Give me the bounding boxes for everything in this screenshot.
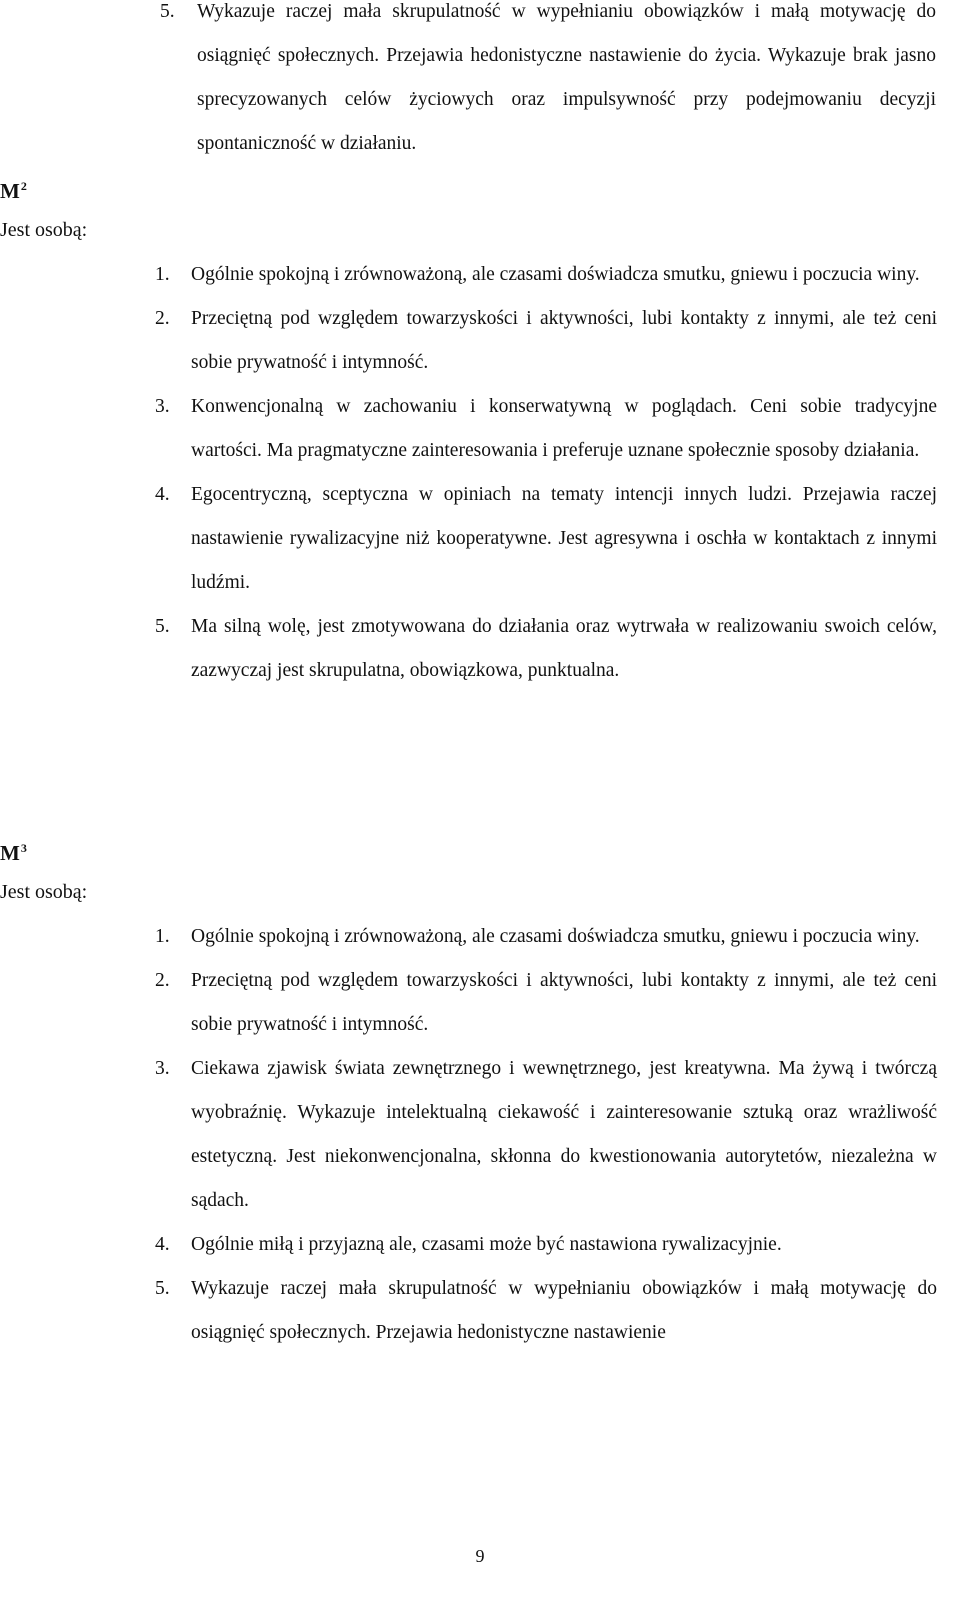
item-text: Przeciętną pod względem towarzyskości i aktywności, lubi kontakty z innymi, ale też ceni sobie prywatność i intymność. xyxy=(191,970,937,1035)
item-number: 4. xyxy=(155,484,170,505)
continuation-item xyxy=(160,0,936,166)
section-heading-m3 xyxy=(0,836,27,865)
item-text: Ogólnie spokojną i zrównoważoną, ale czasami doświadcza smutku, gniewu i poczucia winy. xyxy=(191,926,920,947)
section-heading-m2 xyxy=(0,174,27,203)
list-item xyxy=(155,605,937,693)
page-number: 9 xyxy=(475,1546,485,1566)
trait-list-m2 xyxy=(155,253,937,693)
list-item xyxy=(155,1267,937,1355)
list-item xyxy=(155,297,937,385)
list-item xyxy=(155,1047,937,1223)
list-item xyxy=(155,959,937,1047)
list-item xyxy=(155,253,937,297)
section-subheading: Jest osobą: xyxy=(0,881,88,903)
list-item xyxy=(155,915,937,959)
section-subheading: Jest osobą: xyxy=(0,219,88,241)
item-number: 3. xyxy=(155,1058,170,1079)
item-text: Egocentryczną, sceptyczna w opiniach na tematy intencji innych ludzi. Przejawia raczej nastawienie rywalizacyjne niż kooperatywne. Jest agresywna i oschła w kontaktach z innymi ludźmi. xyxy=(191,484,937,593)
item-text: Ciekawa zjawisk świata zewnętrznego i wewnętrznego, jest kreatywna. Ma żywą i twórczą wyobraźnię. Wykazuje intelektualną ciekawość i zainteresowanie sztuką oraz wrażliwość estetyczną. Jest niekonwencjonalna, skłonna do kwestionowania autorytetów, niezależna w sądach. xyxy=(191,1058,937,1211)
item-text: Ma silną wolę, jest zmotywowana do działania oraz wytrwała w realizowaniu swoich celów, zazwyczaj jest skrupulatna, obowiązkowa, punktualna. xyxy=(191,616,937,681)
list-item xyxy=(155,385,937,473)
section-label: M xyxy=(0,179,20,203)
trait-list-m3 xyxy=(155,915,937,1355)
item-number: 5. xyxy=(160,1,175,22)
item-text: Wykazuje raczej mała skrupulatność w wypełnianiu obowiązków i małą motywację do osiągnięć społecznych. Przejawia hedonistyczne nastawienie do życia. Wykazuje brak jasno sprecyzowanych celów życiowych oraz impulsywność przy podejmowaniu decyzji spontaniczność w działaniu. xyxy=(197,1,936,154)
item-text: Ogólnie miłą i przyjazną ale, czasami może być nastawiona rywalizacyjnie. xyxy=(191,1234,782,1255)
item-number: 4. xyxy=(155,1234,170,1255)
item-text: Wykazuje raczej mała skrupulatność w wypełnianiu obowiązków i małą motywację do osiągnięć społecznych. Przejawia hedonistyczne nastawienie xyxy=(191,1278,937,1343)
section-superscript: 3 xyxy=(20,841,27,855)
item-text: Przeciętną pod względem towarzyskości i aktywności, lubi kontakty z innymi, ale też ceni sobie prywatność i intymność. xyxy=(191,308,937,373)
item-number: 2. xyxy=(155,970,170,991)
item-number: 1. xyxy=(155,926,170,947)
item-number: 2. xyxy=(155,308,170,329)
item-text: Ogólnie spokojną i zrównoważoną, ale czasami doświadcza smutku, gniewu i poczucia winy. xyxy=(191,264,920,285)
list-item xyxy=(155,473,937,605)
item-number: 5. xyxy=(155,1278,170,1299)
item-number: 3. xyxy=(155,396,170,417)
section-superscript: 2 xyxy=(20,179,27,193)
item-text: Konwencjonalną w zachowaniu i konserwatywną w poglądach. Ceni sobie tradycyjne wartości. Ma pragmatyczne zainteresowania i preferuje uznane społecznie sposoby działania. xyxy=(191,396,937,461)
item-number: 5. xyxy=(155,616,170,637)
section-label: M xyxy=(0,841,20,865)
list-item xyxy=(155,1223,937,1267)
item-number: 1. xyxy=(155,264,170,285)
